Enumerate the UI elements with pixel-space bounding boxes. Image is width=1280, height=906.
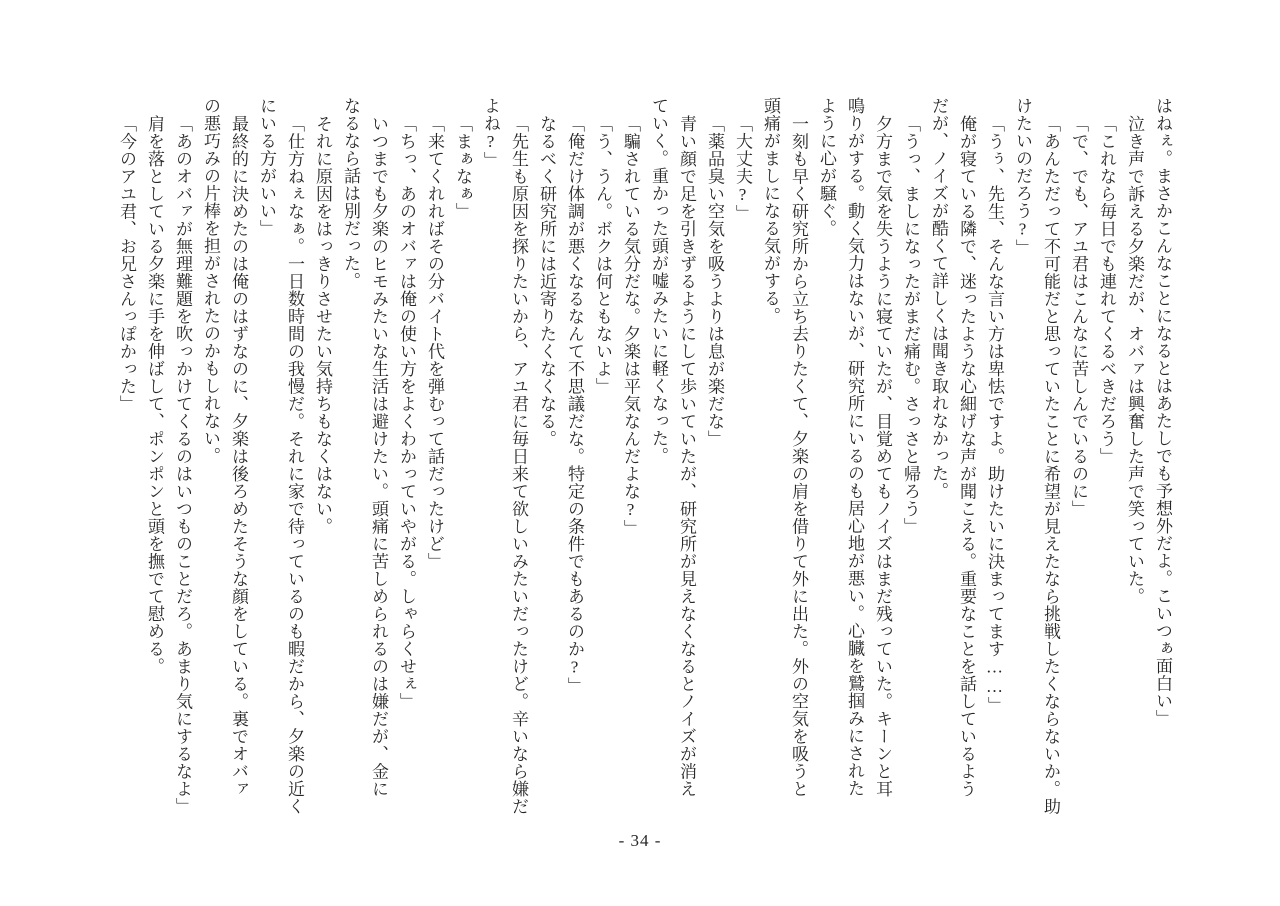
text-line: 「騙されている気分だな。夕楽は平気なんだよな?」 [621,114,640,537]
text-line: にいる方がいい」 [257,97,276,237]
text-line: 夕方まで気を失うように寝ていたが、目覚めてもノイズはまだ残っていた。キーンと耳 [873,114,892,797]
text-line: 「うっ、ましになったがまだ痛む。さっさと帰ろう」 [901,114,920,535]
text-line: 「あのオバァが無理難題を吹っかけてくるのはいつものことだろ。あまり気にするなよ」 [173,114,192,815]
text-line: それに原因をはっきりさせたい気持ちもなくはない。 [313,114,332,535]
text-line: 一刻も早く研究所から立ち去りたくて、夕楽の肩を借りて外に出た。外の空気を吸うと [789,114,808,797]
text-line: 「薬品臭い空気を吸うよりは息が楽だな」 [705,114,724,447]
text-line: 「来てくれればその分バイト代を弾むって話だったけど」 [425,114,444,570]
text-line: 俺が寝ている隣で、迷ったような心細げな声が聞こえる。重要なことを話しているよう [957,114,976,797]
text-line: いつまでも夕楽のヒモみたいな生活は避けたい。頭痛に苦しめられるのは嫌だが、金に [369,114,388,797]
text-line: 「大丈夫?」 [733,114,752,222]
text-line: よね?」 [481,97,500,169]
text-line: 肩を落としている夕楽に手を伸ばして、ポンポンと頭を撫でて慰める。 [145,114,164,675]
text-line: 「まぁなぁ」 [453,114,472,220]
text-line: 「う、うん。ボクは何ともないよ」 [593,114,612,395]
text-line: 「これなら毎日でも連れてくるべきだろう」 [1097,114,1116,465]
text-line: 「ちっ、あのオバァは俺の使い方をよくわかっていやがる。しゃらくせぇ」 [397,114,416,710]
text-line: 泣き声で訴える夕楽だが、オバァは興奮した声で笑っていた。 [1125,114,1144,605]
text-line: ていく。重かった頭が嘘みたいに軽くなった。 [649,97,668,465]
text-line: 「先生も原因を探りたいから、アユ君に毎日来て欲しいみたいだったけど。辛いなら嫌だ [509,114,528,815]
text-line: 「仕方ねぇなぁ。一日数時間の我慢だ。それに家で待っているのも暇だから、夕楽の近く [285,114,304,815]
text-line: 「あんただって不可能だと思っていたことに希望が見えたなら挑戦したくならないか。助 [1041,114,1060,815]
text-line: の悪巧みの片棒を担がされたのかもしれない。 [201,97,220,465]
page-number: - 34 - [618,831,662,850]
text-line: ように心が騒ぐ。 [817,97,836,237]
text-line: 青い顔で足を引きずるようにして歩いていたが、研究所が見えなくなるとノイズが消え [677,114,696,797]
text-line: 頭痛がましになる気がする。 [761,97,780,325]
text-line: 「で、でも、アユ君はこんなに苦しんでいるのに」 [1069,114,1088,517]
text-line: なるべく研究所には近寄りたくなくなる。 [537,114,556,447]
text-line: なるなら話は別だった。 [341,97,360,290]
text-line: けたいのだろう?」 [1013,97,1032,257]
text-column-container [112,97,1176,815]
text-line: はねぇ。まさかこんなことになるとはあたしでも予想外だよ。こいつぁ面白い」 [1153,97,1172,727]
text-line: 「今のアユ君、お兄さんっぽかった」 [117,114,136,412]
text-line: だが、ノイズが酷くて詳しくは聞き取れなかった。 [929,97,948,500]
text-line: 最終的に決めたのは俺のはずなのに、夕楽は後ろめたそうな顔をしている。裏でオバァ [229,114,248,797]
text-line: 「うぅ、先生、そんな言い方は卑怯ですよ。助けたいに決まってます……」 [985,114,1004,714]
text-line: 「俺だけ体調が悪くなるなんて不思議だな。特定の条件でもあるのか?」 [565,114,584,694]
text-line: 鳴りがする。動く気力はないが、研究所にいるのも居心地が悪い。心臓を鷲掴みにされた [845,97,864,797]
